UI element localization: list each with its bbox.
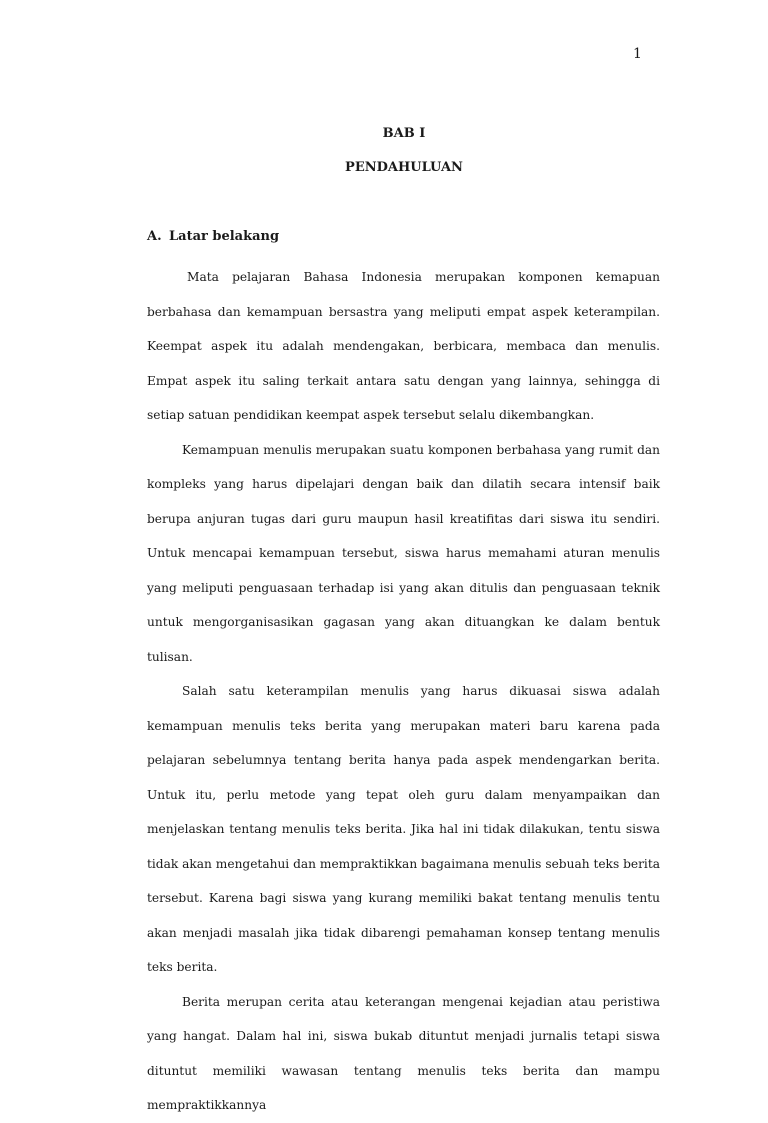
chapter-title: PENDAHULUAN bbox=[345, 160, 463, 175]
chapter-number: BAB I bbox=[382, 126, 426, 141]
section-letter: A. bbox=[147, 229, 162, 244]
section-title: Latar belakang bbox=[169, 229, 280, 244]
paragraph: Kemampuan menulis merupakan suatu komponen berbahasa yang rumit dan kompleks yang harus dipelajari dengan baik dan dilatih secara intensif baik berupa anjuran tugas dari guru maupun hasil kreatifitas dari siswa itu sendiri. Untuk mencapai kemampuan tersebut, siswa harus memahami aturan menulis yang meliputi penguasaan terhadap isi yang akan ditulis dan penguasaan teknik untuk mengorganisasikan gagasan yang akan dituangkan ke dalam bentuk tulisan. bbox=[147, 442, 660, 664]
body-text bbox=[147, 260, 660, 1123]
paragraph: Salah satu keterampilan menulis yang harus dikuasai siswa adalah kemampuan menulis teks berita yang merupakan materi baru karena pada pelajaran sebelumnya tentang berita hanya pada aspek mendengarkan berita. Untuk itu, perlu metode yang tepat oleh guru dalam menyampaikan dan menjelaskan tentang menulis teks berita. Jika hal ini tidak dilakukan, tentu siswa tidak akan mengetahui dan mempraktikkan bagaimana menulis sebuah teks berita tersebut. Karena bagi siswa yang kurang memiliki bakat tentang menulis tentu akan menjadi masalah jika tidak dibarengi pemahaman konsep tentang menulis teks berita. bbox=[147, 684, 660, 974]
page-number: 1 bbox=[633, 46, 642, 62]
section-heading bbox=[147, 229, 279, 244]
paragraph: Mata pelajaran Bahasa Indonesia merupakan komponen kemapuan berbahasa dan kemampuan bersastra yang meliputi empat aspek keterampilan. Keempat aspek itu adalah mendengakan, berbicara, membaca dan menulis. Empat aspek itu saling terkait antara satu dengan yang lainnya, sehingga di setiap satuan pendidikan keempat aspek tersebut selalu dikembangkan. bbox=[147, 270, 660, 422]
paragraph: Berita merupan cerita atau keterangan mengenai kejadian atau peristiwa yang hangat. Dalam hal ini, siswa bukab dituntut menjadi jurnalis tetapi siswa dituntut memiliki wawasan tentang menulis teks berita dan mampu mempraktikkannya bbox=[147, 994, 660, 1112]
